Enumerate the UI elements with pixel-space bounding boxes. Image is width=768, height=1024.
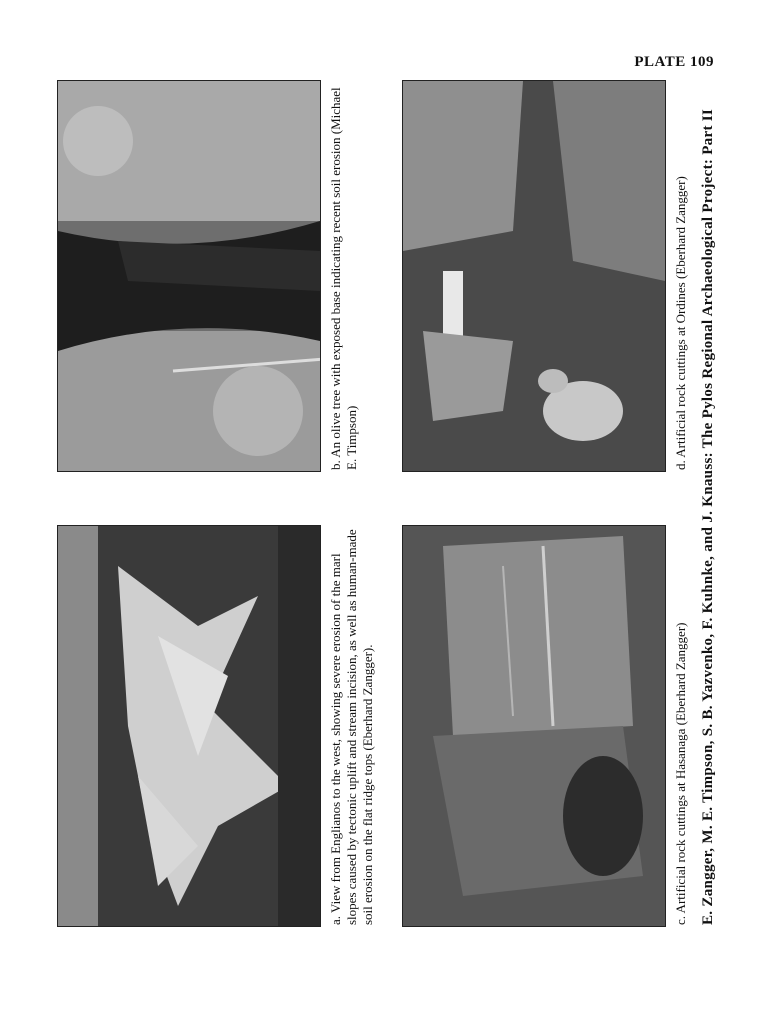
- caption-b: b. An olive tree with exposed base indicating recent soil erosion (Michael E. Timpson): [328, 87, 359, 470]
- photo-b-olive-tree: [57, 80, 321, 472]
- caption-a: a. View from Englianos to the west, showing severe erosion of the marl slopes caused by tectonic uplift and stream incision, as well as human-made soil erosion on the flat ridge tops (Eberhard Zangger).: [328, 529, 375, 925]
- photo-a-englianos-view: [57, 525, 321, 927]
- authors-line: E. Zangger, M. E. Timpson, S. B. Yazvenko, F. Kuhnke, and J. Knauss: The Pylos Regional Archaeological Project: Part II: [700, 108, 716, 925]
- caption-c: c. Artificial rock cuttings at Hasanaga (Eberhard Zangger): [673, 622, 688, 925]
- photo-c-hasanaga-cuttings: [402, 525, 666, 927]
- plate-label: PLATE 109: [634, 54, 714, 70]
- photo-d-ordines-cuttings: [402, 80, 666, 472]
- caption-d: d. Artificial rock cuttings at Ordines (Eberhard Zangger): [673, 176, 688, 470]
